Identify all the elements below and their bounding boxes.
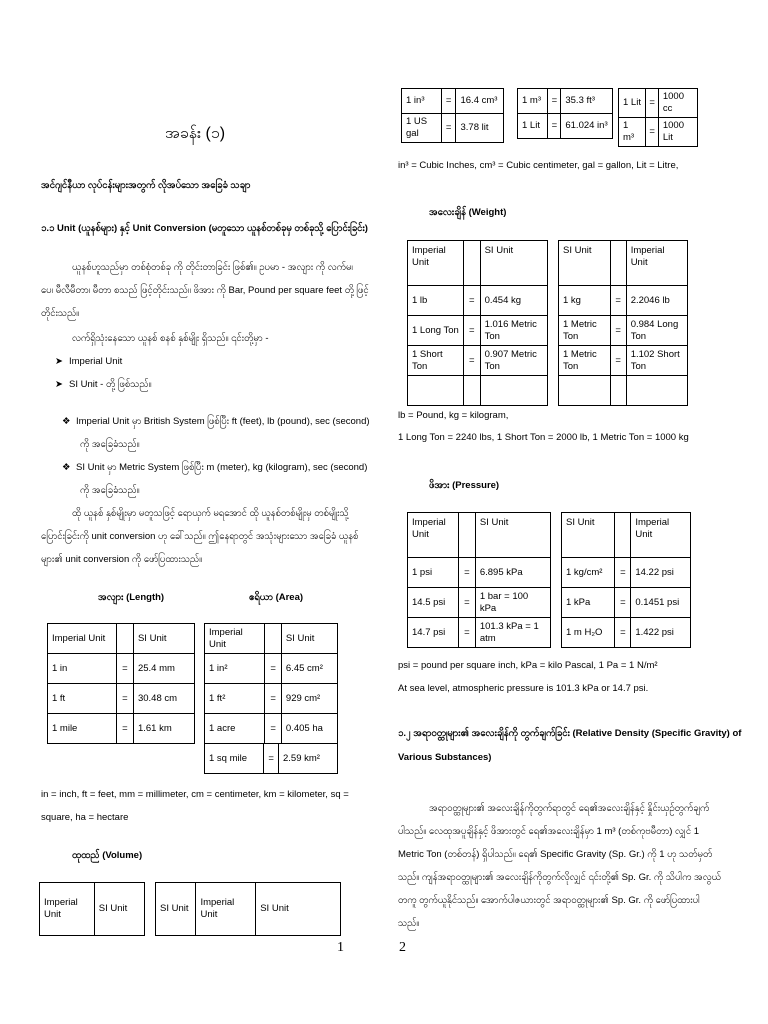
table-cell: 1 Metric Ton (559, 316, 611, 346)
table-cell: = (265, 714, 281, 744)
table-row (619, 89, 698, 118)
table-cell: 1 US gal (402, 114, 442, 143)
length-table (47, 623, 195, 744)
table-cell: SI Unit (256, 883, 341, 936)
table-row (518, 114, 613, 139)
table-row (408, 558, 551, 588)
table-cell: = (458, 558, 475, 588)
table-row (562, 558, 691, 588)
length-heading: အလျား (Length) (98, 592, 165, 603)
weight-table-imperial (407, 240, 548, 406)
volume-table-si (155, 882, 341, 936)
table-row (408, 241, 548, 286)
weight-heading: အလေးချိန် (Weight) (429, 207, 507, 218)
table-cell: 101.3 kPa = 1 atm (475, 618, 550, 648)
table-row (559, 376, 688, 406)
table-row (559, 241, 688, 286)
table-row (559, 346, 688, 376)
volume-table-a (401, 88, 504, 143)
table-cell (610, 376, 626, 406)
table-cell: 1.422 psi (631, 618, 691, 648)
table-row (205, 714, 338, 744)
table-cell: 0.907 Metric Ton (480, 346, 547, 376)
table-cell: SI Unit (559, 241, 611, 286)
table-cell: SI Unit (281, 624, 337, 654)
table-row (408, 316, 548, 346)
table-cell: 1 Short Ton (408, 346, 464, 376)
table-cell (626, 376, 687, 406)
table-cell: = (116, 654, 133, 684)
table-cell: 0.454 kg (480, 286, 547, 316)
volume-heading: ထုထည် (Volume) (72, 850, 143, 861)
table-cell (408, 376, 464, 406)
table-row (559, 286, 688, 316)
list-item: ➤ SI Unit - တို့ ဖြစ်သည်။ (55, 373, 151, 396)
table-cell: 1 kPa (562, 588, 615, 618)
table-cell: Imperial Unit (631, 513, 691, 558)
bullet-item-cont: ကို အခြေခံသည်။ (80, 485, 140, 496)
table-cell: Imperial Unit (205, 624, 265, 654)
table-cell: = (458, 618, 475, 648)
sg-heading-line2: Various Substances) (398, 752, 492, 763)
weight-table-si (558, 240, 688, 406)
para2: လက်ရှိသုံးနေသော ယူနစ် စနစ် နှစ်မျိုး ရှိသည်။ ၎င်းတို့မှာ - (72, 333, 269, 344)
table-row (518, 89, 613, 114)
pressure-note1: psi = pound per square inch, kPa = kilo Pascal, 1 Pa = 1 N/m² (398, 660, 658, 671)
table-row (408, 618, 551, 648)
subsection-title: ၁.၁ Unit (ယူနစ်များ) နှင့် Unit Conversion (မတူသော ယူနစ်တစ်ခုမှ တစ်ခုသို့ ပြောင်းခြင်း) (41, 223, 368, 234)
table-cell: 1.102 Short Ton (626, 346, 687, 376)
table-row (205, 624, 338, 654)
table-cell: Imperial Unit (40, 883, 95, 936)
table-cell: 1.016 Metric Ton (480, 316, 547, 346)
abbrev-line1: in = inch, ft = feet, mm = millimeter, cm = centimeter, km = kilometer, sq = (41, 789, 349, 800)
table-cell: 1 m³ (518, 89, 548, 114)
para3-line3: များ၏ unit conversion ကို ဖော်ပြထားသည်။ (41, 554, 203, 565)
table-row (402, 89, 504, 114)
page-number: 2 (399, 940, 406, 955)
arrow-bullet-icon: ➤ (55, 356, 63, 367)
sg-heading-line1: ၁.၂ အရာဝတ္ထုများ၏ အလေးချိန်ကို တွက်ချက်ခြင်း (Relative Density (Specific Gravity) of (398, 728, 742, 739)
volume-table-c (618, 88, 698, 147)
table-cell: 1 in (48, 654, 117, 684)
table-cell: 1 kg (559, 286, 611, 316)
bullet-item: ❖ Imperial Unit မှာ British System ဖြစ်ပြီး ft (feet), lb (pound), sec (second) (62, 410, 370, 433)
table-cell: 3.78 lit (456, 114, 504, 143)
table-cell: 61.024 in³ (561, 114, 613, 139)
table-cell: 1000 cc (658, 89, 697, 118)
table-cell: 0.1451 psi (631, 588, 691, 618)
table-cell: 1 Metric Ton (559, 346, 611, 376)
table-cell (458, 513, 475, 558)
table-cell: = (615, 588, 631, 618)
table-cell: SI Unit (475, 513, 550, 558)
weight-note1: lb = Pound, kg = kilogram, (398, 410, 509, 421)
table-cell: = (646, 89, 658, 118)
table-cell (559, 376, 611, 406)
table-cell: = (458, 588, 475, 618)
table-row (48, 714, 195, 744)
table-cell: = (116, 684, 133, 714)
table-cell: 0.984 Long Ton (626, 316, 687, 346)
chapter-title: အခန်း (၁) (165, 125, 226, 142)
table-cell: SI Unit (156, 883, 196, 936)
table-cell: 16.4 cm³ (456, 89, 504, 114)
table-row (408, 376, 548, 406)
diamond-bullet-icon: ❖ (62, 416, 71, 427)
pressure-table-imperial (407, 512, 551, 648)
table-cell (265, 624, 281, 654)
table-cell: 1.61 km (133, 714, 194, 744)
table-cell: = (265, 654, 281, 684)
weight-note2: 1 Long Ton = 2240 lbs, 1 Short Ton = 2000 lb, 1 Metric Ton = 1000 kg (398, 432, 689, 443)
table-cell: 1 ft² (205, 684, 265, 714)
sg-line4: သည်။ ကျန်အရာဝတ္ထုများ၏ အလေးချိန်ကိုတွက်လိုလျှင် ၎င်းတို့၏ Sp. Gr. ကို သိပါက အလွယ် (398, 872, 721, 883)
table-row (40, 883, 145, 936)
table-cell: 929 cm² (281, 684, 337, 714)
para1-line3: တိုင်းသည်။ (41, 308, 80, 319)
table-cell (463, 241, 480, 286)
table-cell: = (615, 558, 631, 588)
table-cell (615, 513, 631, 558)
table-cell: SI Unit (133, 624, 194, 654)
table-cell: SI Unit (94, 883, 144, 936)
sg-line3: Metric Ton (တစ်တန်) ရှိပါသည်။ ရေ၏ Specific Gravity (Sp. Gr.) ကို 1 ဟု သတ်မှတ် (398, 849, 713, 860)
table-cell: 1 m³ (619, 117, 646, 146)
table-cell: = (548, 89, 561, 114)
volume-note: in³ = Cubic Inches, cm³ = Cubic centimeter, gal = gallon, Lit = Litre, (398, 160, 679, 171)
sg-line6: သည်။ (398, 918, 420, 929)
sg-line1: အရာဝတ္ထုများ၏ အလေးချိန်ကိုတွက်ရာတွင် ရေ၏အလေးချိန်နှင့် နှိုင်းယှဉ်တွက်ချက် (429, 803, 710, 814)
table-row (619, 117, 698, 146)
table-row (402, 114, 504, 143)
bullet-item: ❖ SI Unit မှာ Metric System ဖြစ်ပြီး m (meter), kg (kilogram), sec (second) (62, 456, 367, 479)
table-row (48, 624, 195, 654)
table-cell: 1 Lit (518, 114, 548, 139)
table-cell: 1 Lit (619, 89, 646, 118)
pressure-heading: ဖိအား (Pressure) (429, 480, 500, 491)
pressure-note2: At sea level, atmospheric pressure is 101.3 kPa or 14.7 psi. (398, 683, 649, 694)
table-cell: = (463, 346, 480, 376)
table-cell: 14.7 psi (408, 618, 459, 648)
table-cell (610, 241, 626, 286)
table-cell: 1 in³ (402, 89, 442, 114)
table-cell: = (463, 286, 480, 316)
table-cell: = (463, 316, 480, 346)
para1-line2: ပေ၊ မီလီမီတာ၊ မီတာ စသည် ဖြင့်တိုင်းသည်။ ဖိအား ကို Bar, Pound per square feet တို့ဖြင့် (41, 285, 369, 296)
bullet-item-cont: ကို အခြေခံသည်။ (80, 439, 140, 450)
table-cell: 0.405 ha (281, 714, 337, 744)
area-table (204, 623, 338, 744)
table-cell: 30.48 cm (133, 684, 194, 714)
table-cell: 1000 Lit (658, 117, 697, 146)
table-cell: 1 kg/cm² (562, 558, 615, 588)
table-cell: = (264, 744, 279, 774)
sq-mile-table (204, 743, 338, 774)
section-title: အင်ဂျင်နီယာ လုပ်ငန်းများအတွက် လိုအပ်သော အခြေခံ သချာ (41, 180, 251, 191)
table-cell: 1 Long Ton (408, 316, 464, 346)
table-cell: Imperial Unit (408, 241, 464, 286)
table-cell: 1 acre (205, 714, 265, 744)
table-row (408, 588, 551, 618)
table-row (408, 346, 548, 376)
table-cell: 1 bar = 100 kPa (475, 588, 550, 618)
sg-line5: တကူ တွက်ယူနိုင်သည်။ အောက်ပါဇယားတွင် အရာဝတ္ထုများ၏ Sp. Gr. ကို ဖော်ပြထားပါ (398, 895, 700, 906)
table-cell: Imperial Unit (408, 513, 459, 558)
table-row (205, 654, 338, 684)
table-cell: 1 mile (48, 714, 117, 744)
table-cell: 25.4 mm (133, 654, 194, 684)
table-cell: = (265, 684, 281, 714)
table-row (562, 513, 691, 558)
table-row (559, 316, 688, 346)
table-row (48, 654, 195, 684)
pressure-table-si (561, 512, 691, 648)
table-row (156, 883, 341, 936)
table-cell: 14.5 psi (408, 588, 459, 618)
table-cell: 1 in² (205, 654, 265, 684)
table-cell: 1 m H₂O (562, 618, 615, 648)
table-cell: 6.895 kPa (475, 558, 550, 588)
table-cell: = (548, 114, 561, 139)
table-cell (480, 376, 547, 406)
table-cell: 1 lb (408, 286, 464, 316)
table-row (562, 618, 691, 648)
table-cell: = (441, 114, 456, 143)
volume-table-imperial (39, 882, 145, 936)
table-row (408, 286, 548, 316)
table-cell: = (610, 286, 626, 316)
table-cell (116, 624, 133, 654)
para3-line2: ပြောင်းခြင်းကို unit conversion ဟု ခေါ်သည်။ ဤနေရာတွင် အသုံးများသော အခြေခံ ယူနစ် (41, 531, 359, 542)
table-cell: 35.3 ft³ (561, 89, 613, 114)
table-cell: = (610, 346, 626, 376)
table-cell: 6.45 cm² (281, 654, 337, 684)
table-cell (463, 376, 480, 406)
table-cell: = (610, 316, 626, 346)
area-heading: ဧရိယာ (Area) (249, 592, 304, 603)
table-cell: 1 psi (408, 558, 459, 588)
para1-line1: ယူနစ်ဟူသည်မှာ တစ်စုံတစ်ခု ကို တိုင်းတာခြင်း ဖြစ်၏။ ဥပမာ - အလျား ကို လက်မ၊ (72, 262, 353, 273)
table-cell: = (441, 89, 456, 114)
table-cell: SI Unit (562, 513, 615, 558)
table-cell: = (116, 714, 133, 744)
table-cell: Imperial Unit (48, 624, 117, 654)
sg-line2: ပါသည်။ လေထုအပူချိန်နှင့် ဖိအားတွင် ရေ၏အလေးချိန်မှာ 1 m³ (တစ်ကုဗမီတာ) လျှင် 1 (398, 826, 700, 837)
arrow-bullet-icon: ➤ (55, 379, 63, 390)
table-cell: SI Unit (480, 241, 547, 286)
table-row (48, 684, 195, 714)
para3-line1: ထို ယူနစ် နှစ်မျိုးမှာ မတူသဖြင့် ရောယှက် မရအောင် ထို ယူနစ်တစ်မျိုးမှ တစ်မျိုးသို့ (72, 508, 349, 519)
abbrev-line2: square, ha = hectare (41, 812, 129, 823)
table-cell: 1 sq mile (205, 744, 264, 774)
table-cell: 2.2046 lb (626, 286, 687, 316)
diamond-bullet-icon: ❖ (62, 462, 71, 473)
table-cell: 14.22 psi (631, 558, 691, 588)
table-row (562, 588, 691, 618)
table-cell: = (646, 117, 658, 146)
table-cell: 2.59 km² (279, 744, 338, 774)
list-item: ➤ Imperial Unit (55, 350, 122, 373)
page-number: 1 (337, 940, 344, 955)
table-cell: Imperial Unit (196, 883, 256, 936)
table-row (408, 513, 551, 558)
table-row (205, 684, 338, 714)
table-cell: = (615, 618, 631, 648)
volume-table-b (517, 88, 613, 139)
table-row (205, 744, 338, 774)
table-cell: 1 ft (48, 684, 117, 714)
table-cell: Imperial Unit (626, 241, 687, 286)
